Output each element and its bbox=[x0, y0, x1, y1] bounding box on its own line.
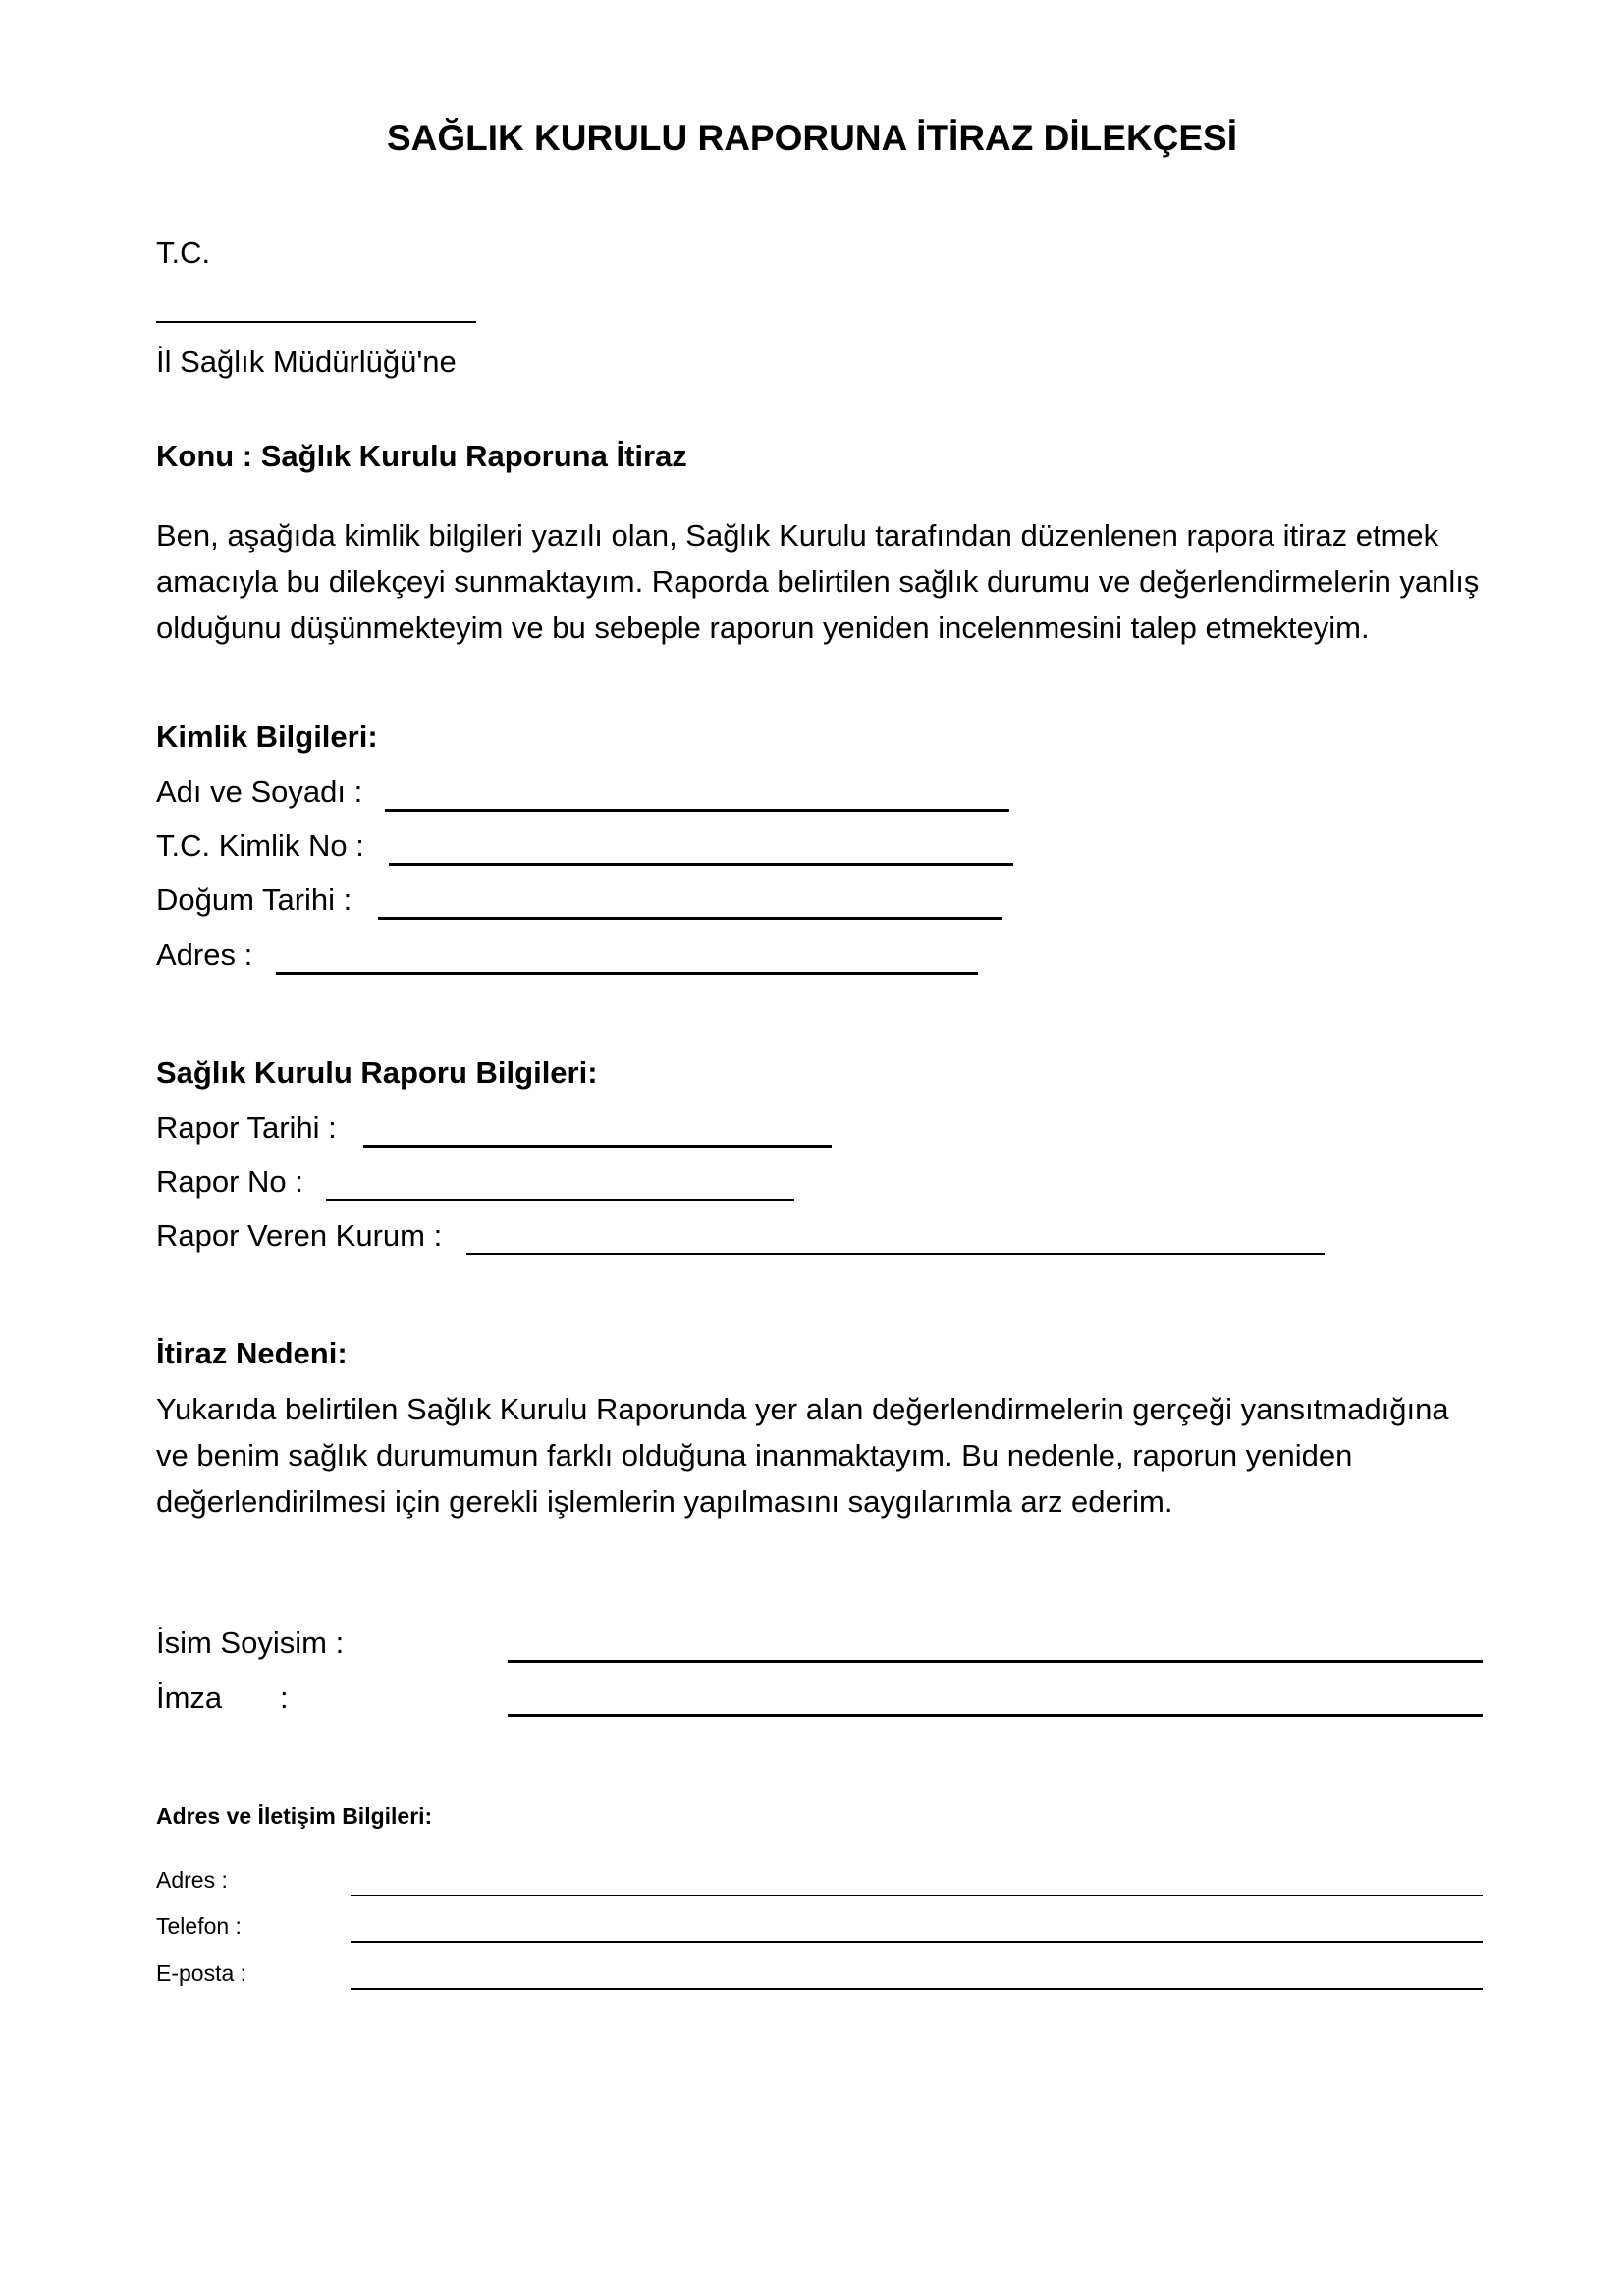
contact-address-field-line[interactable] bbox=[351, 1895, 1483, 1896]
signature-name-field-line[interactable] bbox=[508, 1660, 1483, 1663]
name-label: Adı ve Soyadı : bbox=[156, 774, 363, 809]
tc-label: T.C. Kimlik No : bbox=[156, 828, 364, 863]
report-heading: Sağlık Kurulu Raporu Bilgileri: bbox=[156, 1055, 598, 1090]
intro-paragraph: Ben, aşağıda kimlik bilgileri yazılı olan, Sağlık Kurulu tarafından düzenlenen rapora itiraz etmek amacıyla bu dilekçeyi sunmaktayım. Raporda belirtilen sağlık durumu ve değerlendirmelerin yanlış olduğunu düşünmekteyim ve bu sebeple raporun yeniden incelenmesini talep etmekteyim. bbox=[156, 518, 1480, 645]
tc-field-line[interactable] bbox=[389, 863, 1013, 866]
subject-line: Konu : Sağlık Kurulu Raporuna İtiraz bbox=[156, 439, 687, 473]
report-no-label: Rapor No : bbox=[156, 1164, 303, 1199]
institution-blank-line[interactable] bbox=[156, 321, 476, 323]
document-title: SAĞLIK KURULU RAPORUNA İTİRAZ DİLEKÇESİ bbox=[386, 118, 1238, 158]
report-date-field-line[interactable] bbox=[363, 1145, 832, 1148]
contact-email-field-line[interactable] bbox=[351, 1988, 1483, 1990]
birth-field-line[interactable] bbox=[378, 917, 1002, 920]
contact-heading: Adres ve İletişim Bilgileri: bbox=[156, 1803, 433, 1829]
identity-heading: Kimlik Bilgileri: bbox=[156, 720, 378, 754]
identity-address-label: Adres : bbox=[156, 937, 253, 972]
addressee-line1: T.C. bbox=[156, 236, 211, 270]
objection-paragraph: Yukarıda belirtilen Sağlık Kurulu Raporunda yer alan değerlendirmelerin gerçeği yansıtmadığına ve benim sağlık durumumun farklı olduğuna inanmaktayım. Bu nedenle, raporun yeniden değerlendirilmesi için gerekli işlemlerin yapılmasını saygılarımla arz ederim. bbox=[156, 1392, 1449, 1519]
contact-phone-label: Telefon : bbox=[156, 1913, 242, 1939]
report-issuer-label: Rapor Veren Kurum : bbox=[156, 1218, 443, 1253]
objection-heading: İtiraz Nedeni: bbox=[156, 1336, 348, 1370]
contact-address-label: Adres : bbox=[156, 1867, 228, 1893]
signature-name-label: İsim Soyisim : bbox=[156, 1626, 345, 1660]
contact-email-label: E-posta : bbox=[156, 1960, 247, 1986]
contact-phone-field-line[interactable] bbox=[351, 1941, 1483, 1943]
report-issuer-field-line[interactable] bbox=[466, 1253, 1325, 1255]
report-no-field-line[interactable] bbox=[326, 1199, 794, 1201]
name-field-line[interactable] bbox=[385, 809, 1009, 812]
addressee-line2: İl Sağlık Müdürlüğü'ne bbox=[156, 345, 457, 379]
signature-sign-colon: : bbox=[280, 1681, 289, 1715]
identity-address-field-line[interactable] bbox=[276, 972, 978, 975]
birth-label: Doğum Tarihi : bbox=[156, 882, 352, 917]
signature-sign-field-line[interactable] bbox=[508, 1714, 1483, 1717]
report-date-label: Rapor Tarihi : bbox=[156, 1110, 337, 1145]
signature-sign-label: İmza bbox=[156, 1681, 223, 1715]
